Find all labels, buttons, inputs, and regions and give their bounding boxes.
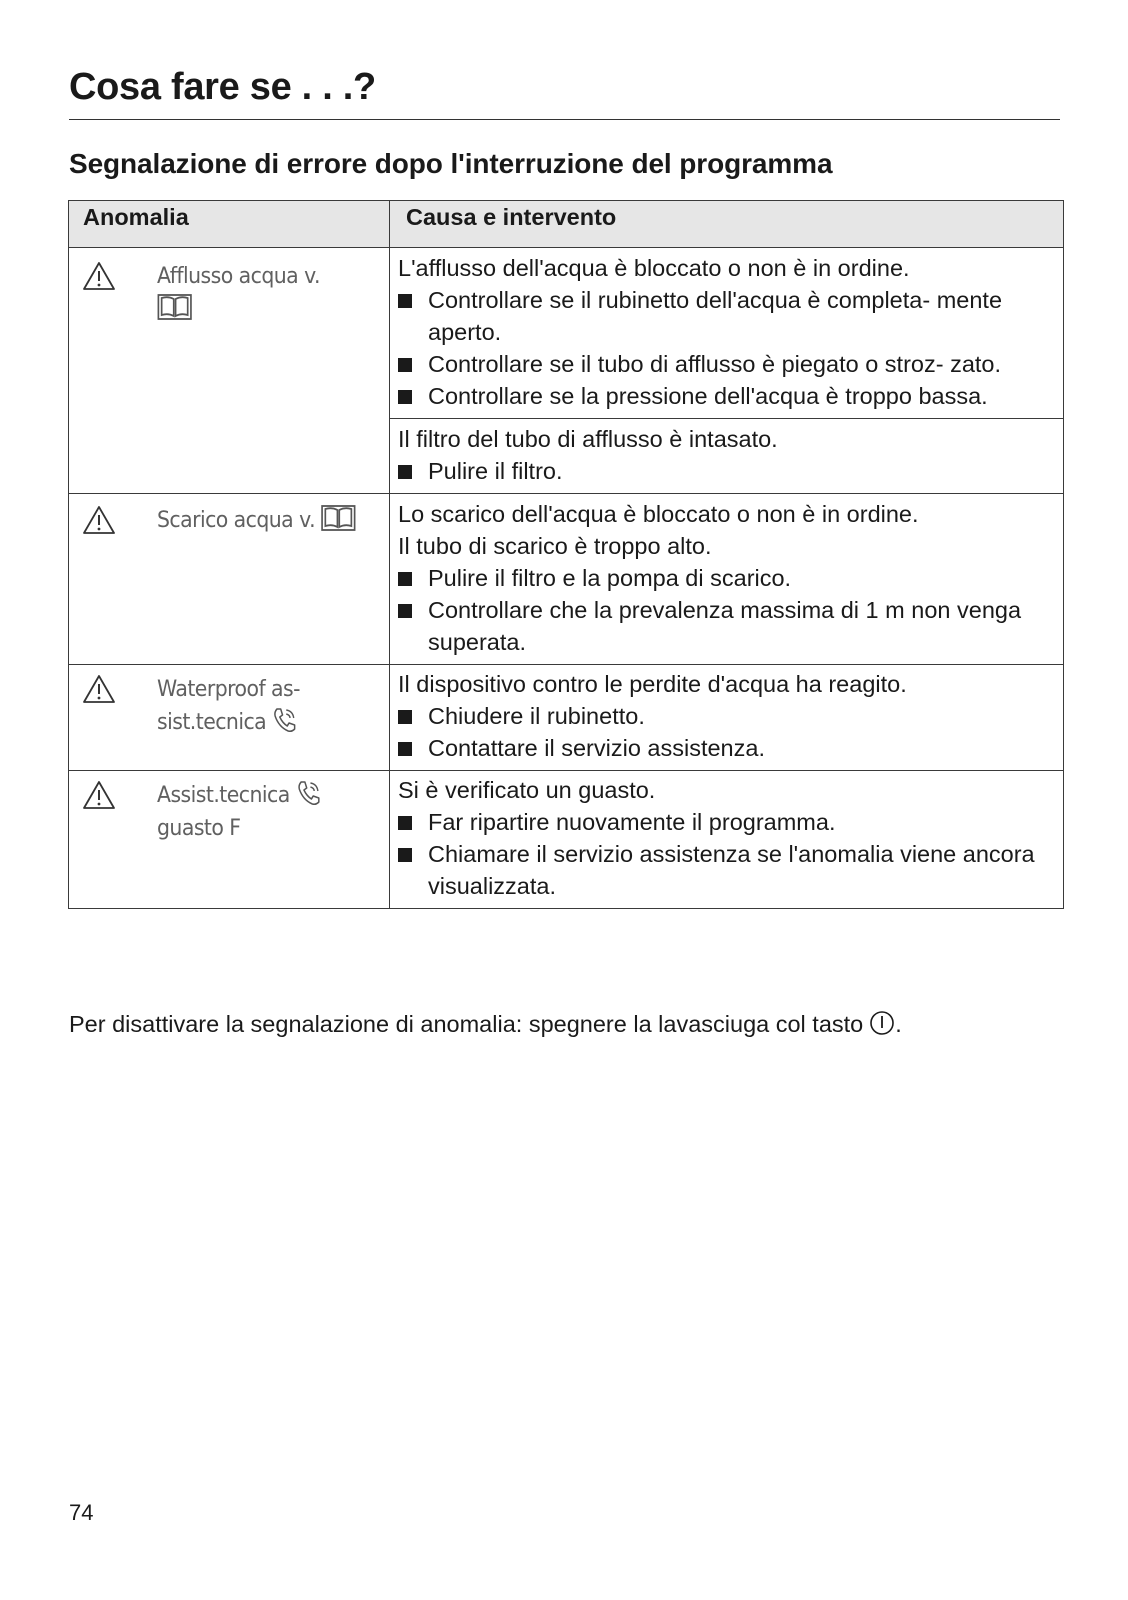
phone-service-icon	[295, 779, 321, 807]
title-divider	[69, 119, 1060, 120]
table-row	[69, 665, 1064, 771]
warning-triangle-icon	[82, 674, 116, 704]
cause-cell	[390, 494, 1064, 665]
action-item: Chiamare il servizio assistenza se l'anomalia viene ancora visualizzata.	[398, 838, 1051, 902]
table-row	[69, 494, 1064, 665]
action-item: Controllare se il rubinetto dell'acqua è completa- mente aperto.	[398, 284, 1051, 348]
section-title: Segnalazione di errore dopo l'interruzione del programma	[69, 148, 833, 179]
cause-text: L'afflusso dell'acqua è bloccato o non è in ordine.	[398, 255, 910, 281]
action-item: Chiudere il rubinetto.	[398, 700, 1051, 732]
warning-triangle-icon	[82, 780, 116, 810]
note-text: Per disattivare la segnalazione di anomalia: spegnere la lavasciuga col tasto .	[69, 1011, 902, 1037]
cause-cell	[390, 419, 1064, 494]
cause-text: Il tubo di scarico è troppo alto.	[398, 533, 712, 559]
action-item: Controllare se il tubo di afflusso è piegato o stroz- zato.	[398, 348, 1051, 380]
cause-cell	[390, 665, 1064, 771]
manual-book-icon	[321, 504, 356, 532]
action-item: Pulire il filtro.	[398, 455, 1051, 487]
display-message: Assist.tecnica guasto F	[157, 779, 321, 845]
display-message: Scarico acqua v.	[157, 504, 356, 537]
action-item: Far ripartire nuovamente il programma.	[398, 806, 1051, 838]
action-item: Controllare che la prevalenza massima di 1 m non venga superata.	[398, 594, 1051, 658]
table-row	[69, 248, 1064, 419]
display-message: Waterproof as- sist.tecnica	[157, 677, 300, 735]
manual-book-icon	[157, 293, 192, 321]
action-item: Controllare se la pressione dell'acqua è troppo bassa.	[398, 380, 1051, 412]
anomaly-cell	[69, 665, 390, 771]
warning-triangle-icon	[82, 505, 116, 535]
table-header-row	[69, 201, 1064, 248]
column-header-causa: Causa e intervento	[390, 201, 1064, 248]
cause-text: Il dispositivo contro le perdite d'acqua ha reagito.	[398, 671, 907, 697]
anomaly-cell	[69, 494, 390, 665]
fault-table	[68, 200, 1064, 909]
phone-service-icon	[272, 706, 298, 734]
cause-text: Il filtro del tubo di afflusso è intasato.	[398, 426, 778, 452]
anomaly-cell	[69, 248, 390, 494]
column-header-anomalia: Anomalia	[69, 201, 390, 248]
cause-text: Lo scarico dell'acqua è bloccato o non è in ordine.	[398, 501, 919, 527]
page-title: Cosa fare se . . .?	[69, 66, 376, 108]
cause-text: Si è verificato un guasto.	[398, 777, 656, 803]
page-number: 74	[69, 1500, 94, 1525]
action-item: Contattare il servizio assistenza.	[398, 732, 1051, 764]
table-row	[69, 771, 1064, 909]
display-message: Afflusso acqua v.	[157, 260, 320, 326]
cause-cell	[390, 248, 1064, 419]
warning-triangle-icon	[82, 261, 116, 291]
anomaly-cell	[69, 771, 390, 909]
action-item: Pulire il filtro e la pompa di scarico.	[398, 562, 1051, 594]
cause-cell	[390, 771, 1064, 909]
power-button-icon	[869, 1010, 895, 1036]
